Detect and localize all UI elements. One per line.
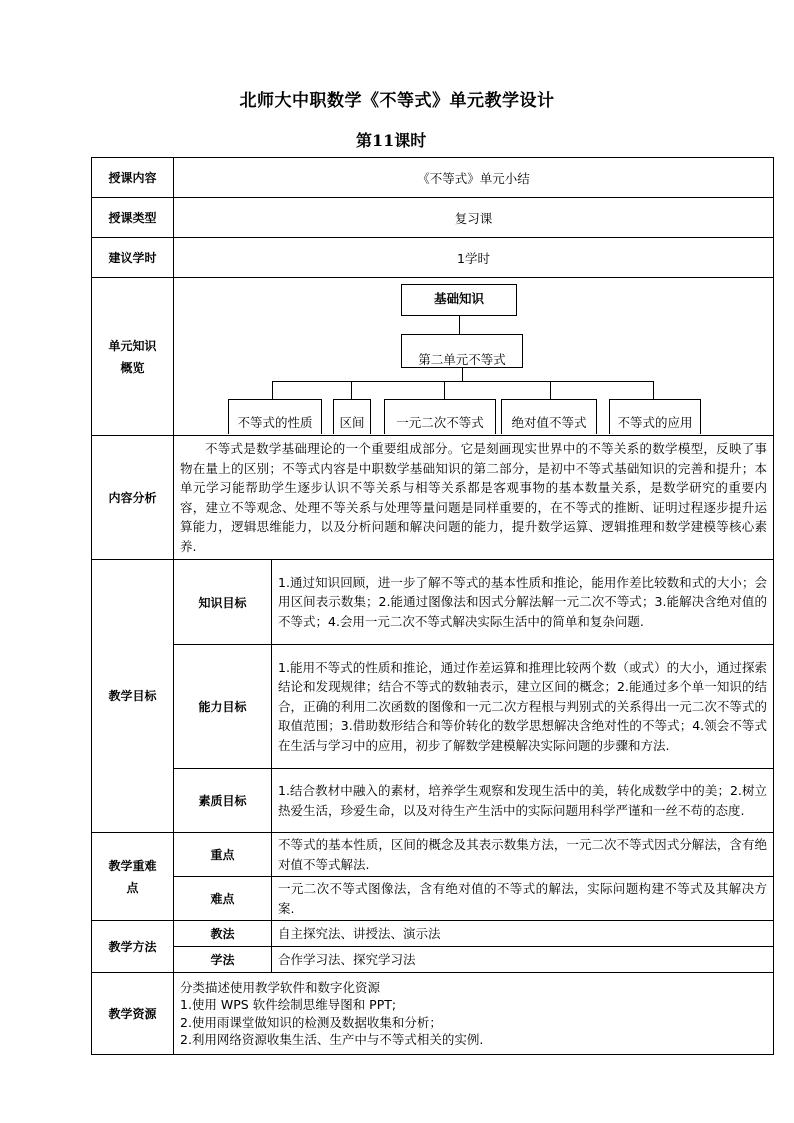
methods-label: 教学方法 <box>92 921 174 973</box>
resources-line: 1.使用 WPS 软件绘制思维导图和 PPT; <box>180 997 397 1012</box>
row-quality <box>92 769 774 833</box>
row-learn <box>92 947 774 973</box>
mindmap-connector <box>462 368 463 381</box>
mindmap-connector <box>272 381 653 382</box>
content-value: 《不等式》单元小结 <box>174 158 774 198</box>
lesson-number <box>356 128 426 151</box>
mindmap-child-application: 不等式的应用 <box>609 399 701 434</box>
learn-text: 合作学习法、探究学习法 <box>272 947 774 973</box>
resources-cell <box>174 973 774 1055</box>
keypoints-label-line1: 教学重难 <box>108 858 157 873</box>
analysis-text: 不等式是数学基础理论的一个重要组成部分。它是刻画现实世界中的不等关系的数学模型，反映了事物在量上的区别；不等式内容是中职数学基础知识的第二部分，是初中不等式基础知识的完善和提升；本单元学习能帮助学生逐步认识不等关系与相等关系都是客观事物的基本数量关系，是数学研究的重要内容，建立不等观念、处理不等关系与处理等量问题是同样重要的，在不等式的推断、证明过程逐步提升运算能力，逻辑思维能力，以及分析问题和解决问题的能力，提升数学运算、逻辑推理和数学建模等核心素养. <box>174 436 774 560</box>
row-key <box>92 833 774 877</box>
lesson-plan-table <box>91 157 774 1055</box>
knowledge-text: 1.通过知识回顾，进一步了解不等式的基本性质和推论，能用作差比较数和式的大小；会用区间表示数集；2.能通过图像法和因式分解法解一元二次不等式；3.能解决含绝对值的不等式；4.会用一元二次不等式解决实际生活中的简单和复杂问题. <box>272 560 774 645</box>
analysis-label: 内容分析 <box>92 436 174 560</box>
mindmap-cell <box>174 278 774 436</box>
mindmap-connector <box>550 381 551 399</box>
row-knowledge <box>92 560 774 645</box>
teach-text: 自主探究法、讲授法、演示法 <box>272 921 774 947</box>
resources-line: 分类描述使用教学软件和数字化资源 <box>180 979 381 995</box>
key-text: 不等式的基本性质，区间的概念及其表示数集方法，一元二次不等式因式分解法，含有绝对值不等式解法. <box>272 833 774 877</box>
overview-label-line2: 概览 <box>120 360 145 375</box>
key-label: 重点 <box>174 833 272 877</box>
mindmap-connector <box>351 381 352 399</box>
quality-text: 1.结合教材中融入的素材，培养学生观察和发现生活中的美，转化成数学中的美；2.树立热爱生活，珍爱生命，以及对待生产生活中的实际问题用科学严谨和一丝不苟的态度. <box>272 769 774 833</box>
mindmap-child-properties: 不等式的性质 <box>228 399 322 434</box>
mindmap <box>174 278 773 434</box>
document-title: 北师大中职数学《不等式》单元教学设计 <box>239 91 555 111</box>
row-analysis <box>92 436 774 560</box>
overview-label <box>92 278 174 436</box>
diff-text: 一元二次不等式图像法，含有绝对值的不等式的解法，实际问题构建不等式及其解决方案. <box>272 877 774 921</box>
mindmap-root: 基础知识 <box>401 284 517 316</box>
mindmap-child-interval: 区间 <box>333 399 371 434</box>
quality-label: 素质目标 <box>174 769 272 833</box>
content-label: 授课内容 <box>92 158 174 198</box>
ability-label: 能力目标 <box>174 645 272 769</box>
resources-label: 教学资源 <box>92 973 174 1055</box>
teach-label: 教法 <box>174 921 272 947</box>
resources-line: 2.利用网络资源收集生活、生产中与不等式相关的实例. <box>180 1032 484 1047</box>
learn-label: 学法 <box>174 947 272 973</box>
hours-label: 建议学时 <box>92 238 174 278</box>
row-resources <box>92 973 774 1055</box>
knowledge-label: 知识目标 <box>174 560 272 645</box>
mindmap-connector <box>444 381 445 399</box>
goals-label: 教学目标 <box>92 560 174 833</box>
resources-line: 2.使用雨课堂做知识的检测及数据收集和分析； <box>180 1014 442 1030</box>
row-hours <box>92 238 774 278</box>
lesson-num: 11 <box>372 131 395 150</box>
ability-text: 1.能用不等式的性质和推论，通过作差运算和推理比较两个数（或式）的大小，通过探索结论和发现规律；结合不等式的数轴表示，建立区间的概念；2.能通过多个单一知识的结合，正确的利用二次函数的图像和一元二次方程根与判别式的关系得出一元二次不等式的取值范围；3.借助数形结合和等价转化的数学思想解决含绝对性的不等式；4.领会不等式在生活与学习中的应用，初步了解数学建模解决实际问题的步骤和方法. <box>272 645 774 769</box>
mindmap-connector <box>653 381 654 399</box>
keypoints-label-line2: 点 <box>126 880 139 895</box>
row-content <box>92 158 774 198</box>
hours-value: 1学时 <box>174 238 774 278</box>
row-type <box>92 198 774 238</box>
row-overview <box>92 278 774 436</box>
mindmap-unit: 第二单元不等式 <box>401 334 523 368</box>
mindmap-child-quadratic: 一元二次不等式 <box>384 399 496 434</box>
type-value: 复习课 <box>174 198 774 238</box>
lesson-prefix: 第 <box>356 131 373 150</box>
overview-label-line1: 单元知识 <box>108 338 157 353</box>
diff-label: 难点 <box>174 877 272 921</box>
mindmap-child-absolute: 绝对值不等式 <box>501 399 597 434</box>
mindmap-connector <box>272 381 273 399</box>
row-diff <box>92 877 774 921</box>
row-teach <box>92 921 774 947</box>
keypoints-label <box>92 833 174 921</box>
lesson-suffix: 课时 <box>394 131 427 150</box>
mindmap-connector <box>459 316 460 334</box>
type-label: 授课类型 <box>92 198 174 238</box>
row-ability <box>92 645 774 769</box>
